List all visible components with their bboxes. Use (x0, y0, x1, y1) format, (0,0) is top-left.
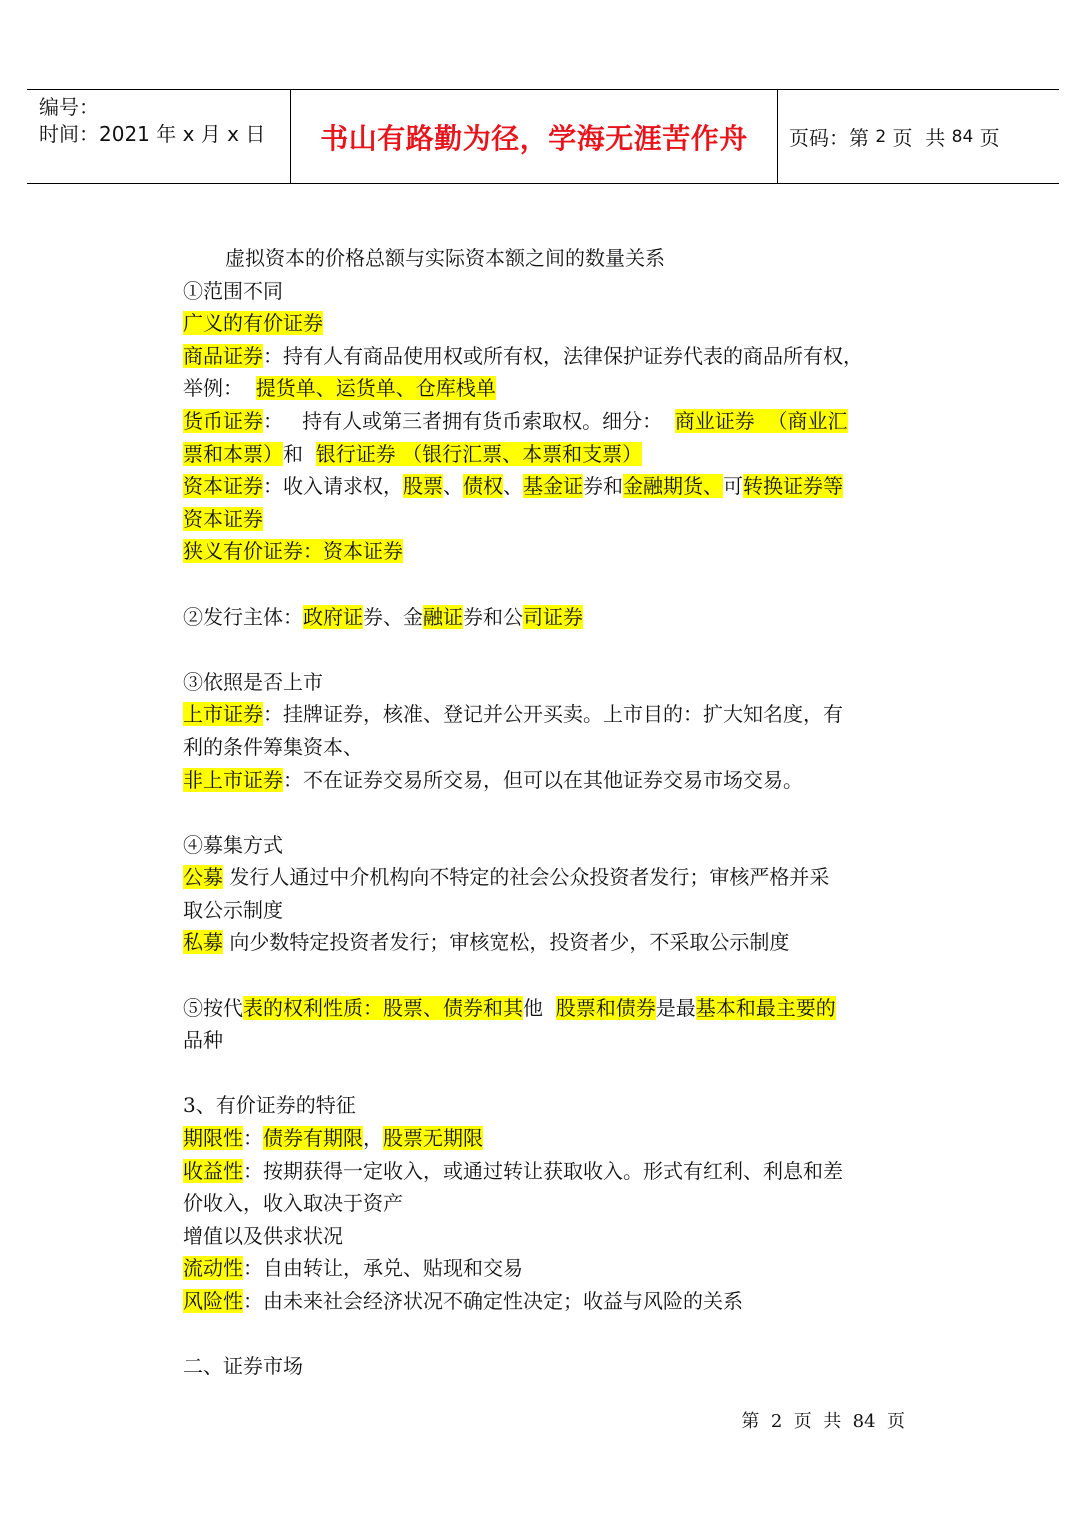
highlighted-text: 债权 (463, 474, 503, 499)
text-run: 利的条件筹集资本、 (183, 734, 363, 759)
text-run: 虚拟资本的价格总额与实际资本额之间的数量关系 (225, 246, 665, 270)
highlighted-text: 转换证券等 (743, 474, 843, 499)
highlighted-text: 商业证券 （商业汇 (674, 408, 848, 433)
text-line (183, 698, 908, 731)
text-line (183, 340, 908, 373)
text-line (183, 1122, 908, 1155)
page-mid: 页 共 (886, 126, 952, 150)
page-prefix: 页码：第 (789, 126, 876, 150)
highlighted-text: 私募 (183, 930, 223, 955)
text-run: 券、金 (363, 604, 423, 629)
header-meta (39, 94, 265, 148)
highlighted-text: 非上市证券 (183, 767, 283, 792)
blank-line (183, 633, 908, 666)
text-run: ⑤按代 (183, 995, 243, 1020)
highlighted-text: 流动性 (183, 1256, 243, 1281)
text-run: 券和公 (463, 604, 523, 629)
text-line (183, 535, 908, 568)
text-run: ④募集方式 (183, 832, 283, 857)
highlighted-text: 政府证 (303, 604, 363, 629)
date-label: 时间：2021 年 x 月 x 日 (39, 122, 266, 146)
text-run: 、 (503, 474, 523, 499)
text-run: ①范围不同 (183, 278, 283, 303)
text-run: ， (363, 1126, 383, 1151)
highlighted-text: 商品证券 (183, 343, 263, 368)
text-run: 取公示制度 (183, 897, 283, 922)
highlighted-text: 公募 (183, 865, 223, 890)
page-total: 84 (951, 126, 974, 147)
text-run: 可 (723, 474, 743, 499)
text-run: 是最 (655, 995, 696, 1020)
text-run: ：持有人有商品使用权或所有权，法律保护证券代表的商品所有权， (263, 343, 863, 368)
highlighted-text: 风险性 (183, 1289, 243, 1313)
text-line (183, 601, 908, 634)
text-run: ：自由转让，承兑、贴现和交易 (243, 1256, 523, 1281)
text-line (183, 1024, 908, 1057)
text-line (183, 307, 908, 340)
highlighted-text: 金融期货、 (623, 474, 723, 499)
page-footer: 第 2 页 共 84 页 (741, 1411, 905, 1432)
blank-line (183, 959, 908, 992)
text-line (183, 861, 908, 894)
text-run: 发行人通过中介机构向不特定的社会公众投资者发行；审核严格并采 (223, 865, 830, 890)
highlighted-text: 股票、债券和其 (383, 995, 523, 1020)
highlighted-text: 资本证券 (183, 474, 263, 499)
text-run: ： 持有人或第三者拥有货币索取权。细分： (263, 408, 675, 433)
header-page-info (789, 90, 1000, 183)
blank-line (183, 796, 908, 829)
highlighted-text: 股票和债券 (555, 995, 656, 1020)
text-run: ：不在证券交易所交易，但可以在其他证券交易市场交易。 (283, 767, 803, 792)
highlighted-text: 票和本票） (183, 441, 283, 466)
highlighted-text: 基金证 (523, 474, 583, 499)
text-line (183, 1187, 908, 1220)
text-line (183, 731, 908, 764)
text-line (183, 1155, 908, 1188)
text-run: 向少数特定投资者发行；审核宽松，投资者少，不采取公示制度 (223, 930, 790, 955)
text-line (183, 1350, 908, 1383)
text-line (183, 1285, 908, 1318)
text-line (183, 992, 908, 1025)
highlighted-text: 广义的有价证券 (183, 311, 323, 336)
text-run: ：收入请求权， (263, 474, 403, 499)
text-line (183, 470, 908, 503)
header-motto: 书山有路勤为径，学海无涯苦作舟 (320, 121, 748, 155)
text-run: 券和 (583, 474, 623, 499)
text-run: 、 (443, 474, 463, 499)
text-run: ：挂牌证券，核准、登记并公开买卖。上市目的：扩大知名度，有 (263, 702, 843, 727)
highlighted-text: 表的权利性质： (243, 995, 383, 1020)
text-line (183, 405, 908, 438)
highlighted-text: 货币证券 (183, 408, 263, 433)
text-run: 二、证券市场 (183, 1354, 303, 1379)
text-line (183, 1220, 908, 1253)
text-run: ②发行主体： (183, 604, 303, 629)
highlighted-text: 基本和最主要的 (695, 995, 836, 1020)
highlighted-text: 上市证券 (183, 702, 263, 727)
highlighted-text: 债券有期限 (263, 1126, 363, 1151)
header-divider (777, 90, 778, 183)
serial-number-label: 编号： (39, 95, 99, 119)
text-line (183, 926, 908, 959)
text-line (183, 275, 908, 308)
text-line (183, 829, 908, 862)
text-line (183, 503, 908, 536)
text-line (183, 1252, 908, 1285)
highlighted-text: 融证 (423, 604, 463, 629)
text-run: 价收入，收入取决于资产 (183, 1191, 403, 1216)
highlighted-text: 提货单、运货单、仓库栈单 (255, 376, 496, 401)
highlighted-text: 资本证券 (183, 506, 263, 531)
page-current: 2 (875, 126, 887, 147)
highlighted-text: 狭义有价证券：资本证券 (183, 539, 403, 564)
highlighted-text: 股票无期限 (383, 1126, 483, 1151)
document-header (27, 89, 1059, 184)
highlighted-text: 股票 (403, 474, 443, 499)
text-line (183, 372, 908, 405)
text-run: 他 (523, 995, 556, 1020)
blank-line (183, 1318, 908, 1351)
blank-line (183, 568, 908, 601)
text-line (183, 438, 908, 471)
text-run: ： (243, 1126, 263, 1151)
text-run: 3、有价证券的特征 (183, 1093, 356, 1118)
text-run: ③依照是否上市 (183, 669, 323, 694)
text-run: 增值以及供求状况 (183, 1223, 343, 1248)
highlighted-text: 银行证券 （银行汇票、本票和支票） (315, 441, 643, 466)
document-body (183, 242, 908, 1383)
text-line (183, 1089, 908, 1122)
text-run: ：由未来社会经济状况不确定性决定；收益与风险的关系 (243, 1289, 743, 1313)
text-run: ：按期获得一定收入，或通过转让获取收入。形式有红利、利息和差 (243, 1158, 843, 1183)
blank-line (183, 1057, 908, 1090)
highlighted-text: 司证券 (523, 604, 583, 629)
text-run: 品种 (183, 1028, 223, 1053)
page-suffix: 页 (973, 126, 1000, 150)
highlighted-text: 期限性 (183, 1126, 243, 1151)
text-line (183, 764, 908, 797)
text-line (183, 666, 908, 699)
text-run: 和 (283, 441, 316, 466)
highlighted-text: 收益性 (183, 1158, 243, 1183)
text-line (183, 894, 908, 927)
text-line (183, 242, 908, 275)
text-run: 举例： (183, 376, 256, 401)
